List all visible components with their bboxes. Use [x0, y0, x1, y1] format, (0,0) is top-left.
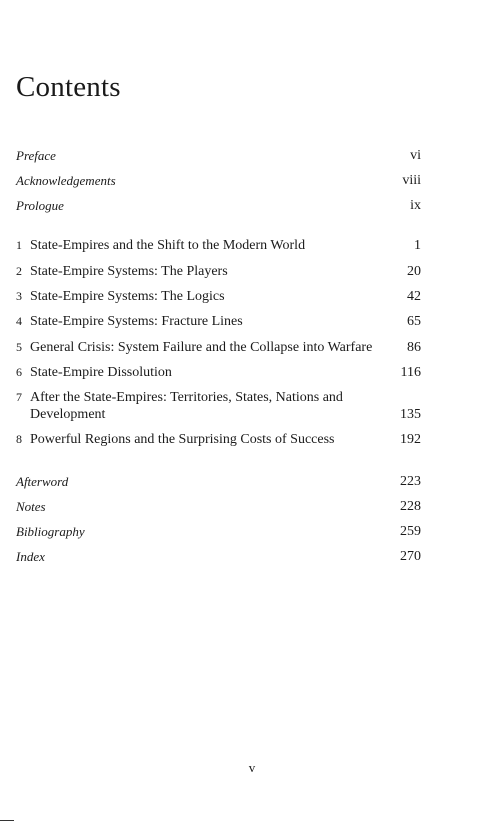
chapter-number: 7 [16, 390, 22, 404]
entry-page: viii [402, 173, 421, 188]
chapter-number: 2 [16, 264, 22, 278]
chapter-number: 6 [16, 365, 22, 379]
entry-title: Afterword [16, 474, 69, 489]
entry-page: 116 [400, 365, 421, 380]
entry-page: 270 [400, 549, 421, 564]
page-number: v [248, 760, 256, 775]
entry-page: 42 [407, 289, 421, 304]
entry-title: Index [16, 549, 45, 564]
toc-entry-chapter-2 [16, 262, 421, 281]
entry-page: ix [410, 198, 421, 213]
entry-title: Bibliography [16, 524, 85, 539]
entry-title: State-Empire Systems: Fracture Lines [30, 314, 243, 329]
entry-page: 192 [400, 432, 421, 447]
toc-entry-chapter-4 [16, 312, 421, 331]
entry-title: Prologue [16, 198, 64, 213]
entry-page: 135 [400, 407, 421, 422]
toc-entry-acknowledgements [16, 171, 421, 190]
entry-title: After the State-Empires: Territories, States, Nations and Development [30, 390, 343, 422]
entry-page: 1 [414, 238, 421, 253]
scan-edge-mark [0, 820, 14, 821]
entry-title: Notes [16, 499, 46, 514]
chapter-number: 5 [16, 340, 22, 354]
chapter-number: 3 [16, 289, 22, 303]
toc-entry-chapter-7 [16, 389, 421, 423]
entry-title: Preface [16, 148, 56, 163]
entry-title: State-Empires and the Shift to the Modern World [30, 238, 306, 253]
chapter-number: 1 [16, 238, 22, 252]
entry-page: 20 [407, 264, 421, 279]
entry-page: 228 [400, 499, 421, 514]
chapter-number: 8 [16, 432, 22, 446]
entry-page: 65 [407, 314, 421, 329]
entry-page: 223 [400, 474, 421, 489]
toc-entry-preface [16, 146, 421, 165]
toc-entry-notes [16, 497, 421, 516]
toc-entry-chapter-8 [16, 430, 421, 449]
toc-entry-bibliography [16, 522, 421, 541]
toc-entry-afterword [16, 472, 421, 491]
toc-entry-index [16, 547, 421, 566]
entry-title: Acknowledgements [16, 173, 116, 188]
toc-entry-chapter-1 [16, 236, 421, 255]
entry-page: vi [410, 148, 421, 163]
entry-page: 86 [407, 340, 421, 355]
entry-title: State-Empire Dissolution [30, 365, 172, 380]
entry-title: State-Empire Systems: The Players [30, 264, 228, 279]
toc-entry-prologue [16, 196, 421, 215]
entry-title: Powerful Regions and the Surprising Costs of Success [30, 432, 335, 447]
entry-title: General Crisis: System Failure and the Collapse into Warfare [30, 340, 373, 355]
entry-title: State-Empire Systems: The Logics [30, 289, 225, 304]
chapter-number: 4 [16, 314, 22, 328]
toc-entry-chapter-5 [16, 338, 421, 357]
page-title: Contents [16, 71, 121, 104]
toc-entry-chapter-6 [16, 363, 421, 382]
entry-page: 259 [400, 524, 421, 539]
toc-entry-chapter-3 [16, 287, 421, 306]
